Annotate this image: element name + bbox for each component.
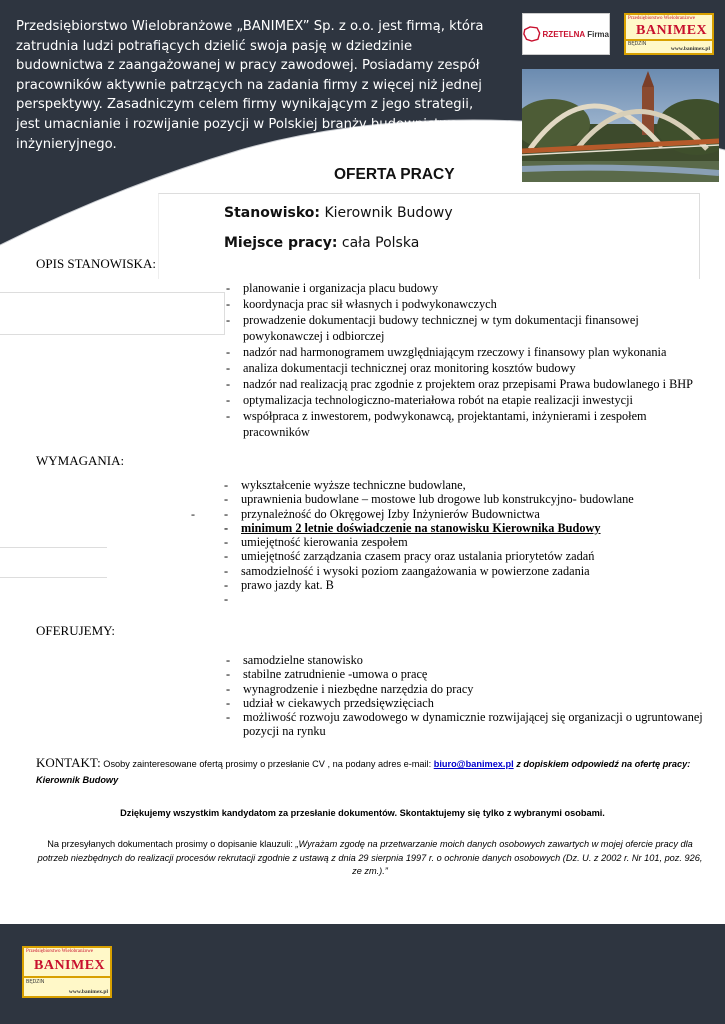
location-line: Miejsce pracy: cała Polska <box>224 235 420 251</box>
rzetelna-firma-logo: RZETELNA Firma <box>522 13 610 55</box>
list-item: - umiejętność zarządzania czasem pracy oraz ustalania priorytetów zadań <box>224 549 694 563</box>
list-item: - nadzór nad realizacją prac zgodnie z projektem oraz przepisami Prawa budowlanego i BHP <box>226 376 696 392</box>
offer-title: OFERTA PRACY <box>334 166 455 183</box>
section-description-heading: OPIS STANOWISKA: <box>36 256 156 271</box>
offers-list <box>226 653 704 739</box>
stray-dash: - <box>191 507 195 521</box>
duties-list <box>226 280 696 440</box>
section-offer-heading: OFERUJEMY: <box>36 623 115 638</box>
decorative-line <box>0 577 107 578</box>
list-item: - wynagrodzenie i niezbędne narzędzia do pracy <box>226 682 704 696</box>
section-requirements-heading: WYMAGANIA: <box>36 453 125 468</box>
requirements-list <box>224 478 694 592</box>
position-line: Stanowisko: Kierownik Budowy <box>224 205 453 221</box>
banimex-logo-footer: Przedsiębiorstwo Wielobranżowe BANIMEX BĘDZIN www.banimex.pl <box>22 946 112 998</box>
company-intro: Przedsiębiorstwo Wielobranżowe „BANIMEX” Sp. z o.o. jest firmą, która zatrudnia ludzi potrafiących dzielić swoja pasję w dziedzinie budownictwa z zaangażowanej w pracy zawodowej. Posiadamy zespół pracowników aktywnie patrzących na zadania firmy z więcej niż jednej perspektywy. Zasadniczym celem firmy wynikającym z jego strategii, jest umacnianie i rozwijanie pozycji w Polskiej branży budownictwa inżynieryjnego. <box>16 19 484 152</box>
list-item: - uprawnienia budowlane – mostowe lub drogowe lub konstrukcyjno- budowlane <box>224 492 694 506</box>
list-item: - wykształcenie wyższe techniczne budowlane, <box>224 478 694 492</box>
bridge-photo <box>522 69 719 182</box>
list-item: - minimum 2 letnie doświadczenie na stanowisku Kierownika Budowy <box>224 521 694 535</box>
list-item: - samodzielność i wysoki poziom zaangażowania w powierzone zadania <box>224 564 694 578</box>
list-item: - optymalizacja technologiczno-materiałowa robót na etapie realizacji inwestycji <box>226 392 696 408</box>
list-item: - przynależność do Okręgowej Izby Inżynierów Budownictwa <box>224 507 694 521</box>
list-item: - analiza dokumentacji technicznej oraz monitoring kosztów budowy <box>226 360 696 376</box>
poland-map-icon <box>523 25 541 43</box>
thanks-note: Dziękujemy wszystkim kandydatom za przesłanie dokumentów. Skontaktujemy się tylko z wybranymi osobami. <box>120 808 605 818</box>
email-link[interactable]: biuro@banimex.pl <box>433 759 514 769</box>
list-item: - prawo jazdy kat. B <box>224 578 694 592</box>
list-item: - prowadzenie dokumentacji budowy technicznej w tym dokumentacji finansowej powykonawczej i odbiorczej <box>226 312 696 344</box>
list-item: - możliwość rozwoju zawodowego w dynamicznie rozwijającej się organizacji o ugruntowanej pozycji na rynku <box>226 710 704 739</box>
list-item: - koordynacja prac sił własnych i podwykonawczych <box>226 296 696 312</box>
contact-section: KONTAKT: Osoby zainteresowane ofertą prosimy o przesłanie CV , na podany adres e-mail: biuro@banimex.pl z dopiskiem odpowiedź na ofertę pracy: Kierownik Budowy <box>36 755 691 785</box>
list-item: - stabilne zatrudnienie -umowa o pracę <box>226 667 704 681</box>
banimex-logo-top: Przedsiębiorstwo Wielobranżowe BANIMEX BĘDZIN www.banimex.pl <box>624 13 714 55</box>
decorative-box <box>0 292 225 335</box>
decorative-line <box>0 547 107 548</box>
list-item: - udział w ciekawych przedsięwzięciach <box>226 696 704 710</box>
gdpr-clause: Na przesyłanych dokumentach prosimy o dopisanie klauzuli: „Wyrażam zgodę na przetwarzanie moich danych osobowych zawartych w mojej ofercie pracy dla potrzeb niezbędnych do realizacji procesów rekrutacji zgodnie z ustawą z dnia 29 sierpnia 1997 r. o ochronie danych osobowych (Dz. U. z 2002 r. Nr 101, poz. 926, ze zm.).” <box>37 839 703 876</box>
list-item: - samodzielne stanowisko <box>226 653 704 667</box>
list-item: - umiejętność kierowania zespołem <box>224 535 694 549</box>
list-item: - planowanie i organizacja placu budowy <box>226 280 696 296</box>
list-item: - współpraca z inwestorem, podwykonawcą, projektantami, inżynierami i zespołem pracowników <box>226 408 696 440</box>
list-item: - nadzór nad harmonogramem uwzględniającym rzeczowy i finansowy plan wykonania <box>226 344 696 360</box>
